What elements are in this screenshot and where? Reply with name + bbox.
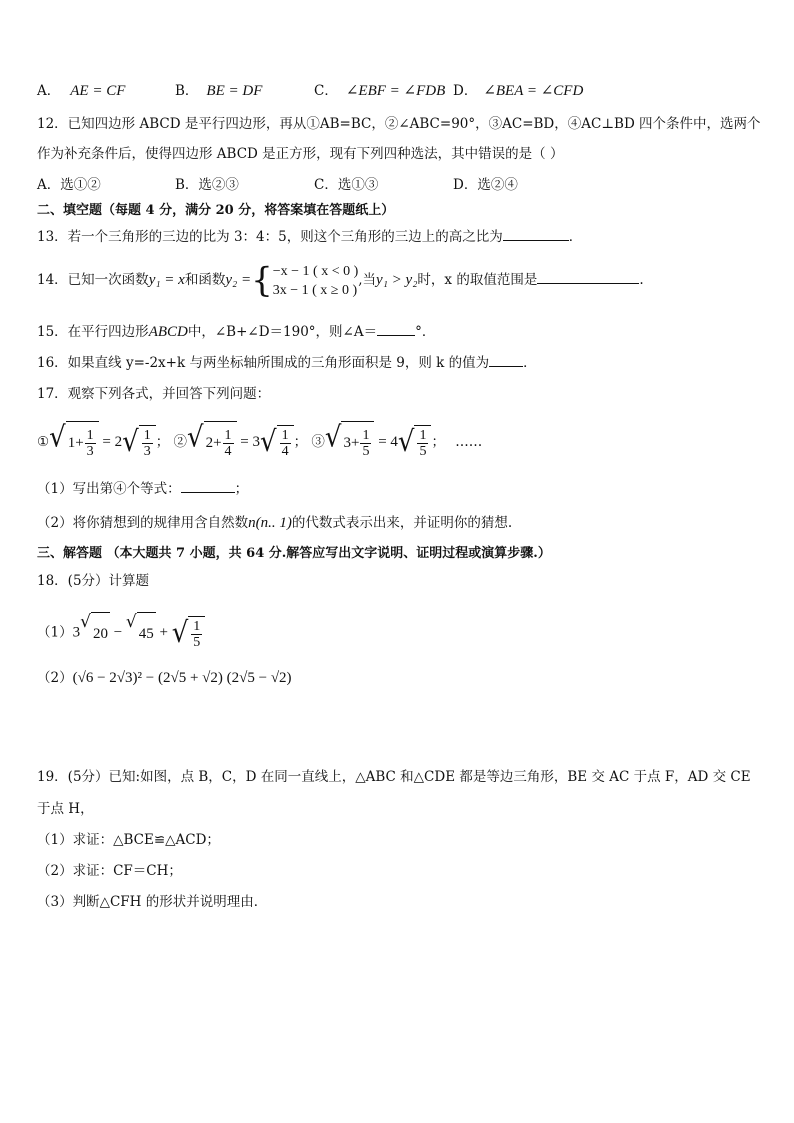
q15-shape-name: ABCD xyxy=(148,324,188,340)
q19-part2: （2）求证：CF＝CH； xyxy=(37,863,182,879)
q12-option-b: B．选②③ xyxy=(175,177,239,193)
q17-example-3: ③ √ 3 + $\frac{1}{5}$ = 4 √ $\frac{1}{5}$ ； xyxy=(311,434,449,450)
q11-option-a-expr: AE = CF xyxy=(70,83,126,99)
q14-y1: y₁ = x xyxy=(148,272,185,288)
q11-option-d-expr: ∠BEA = ∠CFD xyxy=(483,83,584,99)
q14-brace: { xyxy=(251,260,273,301)
q11-option-b: B． BE = DF xyxy=(175,83,263,99)
q15-answer-blank[interactable] xyxy=(377,322,415,336)
q13-answer-blank[interactable] xyxy=(503,227,569,241)
q17-part2: （2）将你猜想到的规律用含自然数n(n.. 1)的代数式表示出来，并证明你的猜想. xyxy=(37,515,513,531)
q18-part1: （1）3 √ 20 − √ 45 + √ $\frac{1}{5}$ xyxy=(37,612,205,654)
q12-line2: 作为补充条件后，使得四边形 ABCD 是正方形，现有下列四种选法，其中错误的是（ ） xyxy=(37,146,564,162)
q17-intro: 17．观察下列各式，并回答下列问题： xyxy=(37,386,271,402)
q19-part1: （1）求证：△BCE≌△ACD； xyxy=(37,832,220,848)
q18-part2-expr: (√6 − 2√3)² − (2√5 + √2) (2√5 − √2) xyxy=(72,670,292,686)
q17-ellipsis: …… xyxy=(455,433,483,450)
q12-line1: 12．已知四边形 ABCD 是平行四边形，再从①AB=BC，②∠ABC=90°，③AC=BD，④AC⊥BD 四个条件中，选两个 xyxy=(37,116,761,132)
q18-part2: （2）(√6 − 2√3)² − (2√5 + √2) (2√5 − √2) xyxy=(37,670,292,686)
q19-line2: 于点 H， xyxy=(37,801,94,817)
q11-option-c-expr: ∠EBF = ∠FDB xyxy=(345,83,446,99)
q19-part3: （3）判断△CFH 的形状并说明理由． xyxy=(37,894,268,910)
q11-option-d: D． ∠BEA = ∠CFD xyxy=(453,83,584,99)
section-3-heading: 三、解答题 （本大题共 7 小题，共 64 分.解答应写出文字说明、证明过程或演算步骤.） xyxy=(37,546,551,561)
q11-option-c: C． ∠EBF = ∠FDB xyxy=(314,83,446,99)
q12-option-a: A．选①② xyxy=(37,177,101,193)
q16-answer-blank[interactable] xyxy=(489,353,523,367)
q15: 15．在平行四边形ABCD中，∠B+∠D＝190°，则∠A＝ °． xyxy=(37,324,436,340)
q17-natural-number-var: n(n.. 1) xyxy=(248,515,292,531)
q12-option-d: D．选②④ xyxy=(453,177,518,193)
q18-title: 18．(5分）计算题 xyxy=(37,573,150,589)
q14-cases: −x − 1 ( x < 0 ) 3x − 1 ( x ≥ 0 ) xyxy=(272,263,359,298)
q16: 16．如果直线 y=-2x+k 与两坐标轴所围成的三角形面积是 9，则 k 的值为 ． xyxy=(37,355,537,371)
q14-answer-blank[interactable] xyxy=(537,270,639,284)
q11-option-b-expr: BE = DF xyxy=(206,83,263,99)
q17-part1: （1）写出第④个等式： ； xyxy=(37,481,249,497)
q17-example-2: ② √ 2 + $\frac{1}{4}$ = 3 √ $\frac{1}{4}$ ； xyxy=(174,434,312,450)
q14: 14．已知一次函数y₁ = x和函数y₂ ={ −x − 1 ( x < 0 ) 3x − 1 ( x ≥ 0 ) ,当y₁ > y₂时，x 的取值范围是 . xyxy=(37,260,644,301)
q14-y2: y₂ = xyxy=(225,272,252,288)
q19-line1: 19．(5分）已知:如图，点 B，C，D 在同一直线上，△ABC 和△CDE 都是等边三角形，BE 交 AC 于点 F，AD 交 CE xyxy=(37,769,751,785)
q17-examples xyxy=(37,421,482,463)
section-2-heading: 二、填空题（每题 4 分，满分 20 分，将答案填在答题纸上） xyxy=(37,203,395,218)
q11-option-a: A． AE = CF xyxy=(37,83,126,99)
q12-option-c: C．选①③ xyxy=(314,177,379,193)
q14-condition: y₁ > y₂ xyxy=(376,272,418,288)
q13: 13．若一个三角形的三边的比为 3：4：5，则这个三角形的三边上的高之比为 ． xyxy=(37,229,583,245)
q17-example-1: ① √ 1 + $\frac{1}{3}$ = 2 √ $\frac{1}{3}$ ； xyxy=(37,434,174,450)
q17-part1-answer-blank[interactable] xyxy=(181,479,235,493)
